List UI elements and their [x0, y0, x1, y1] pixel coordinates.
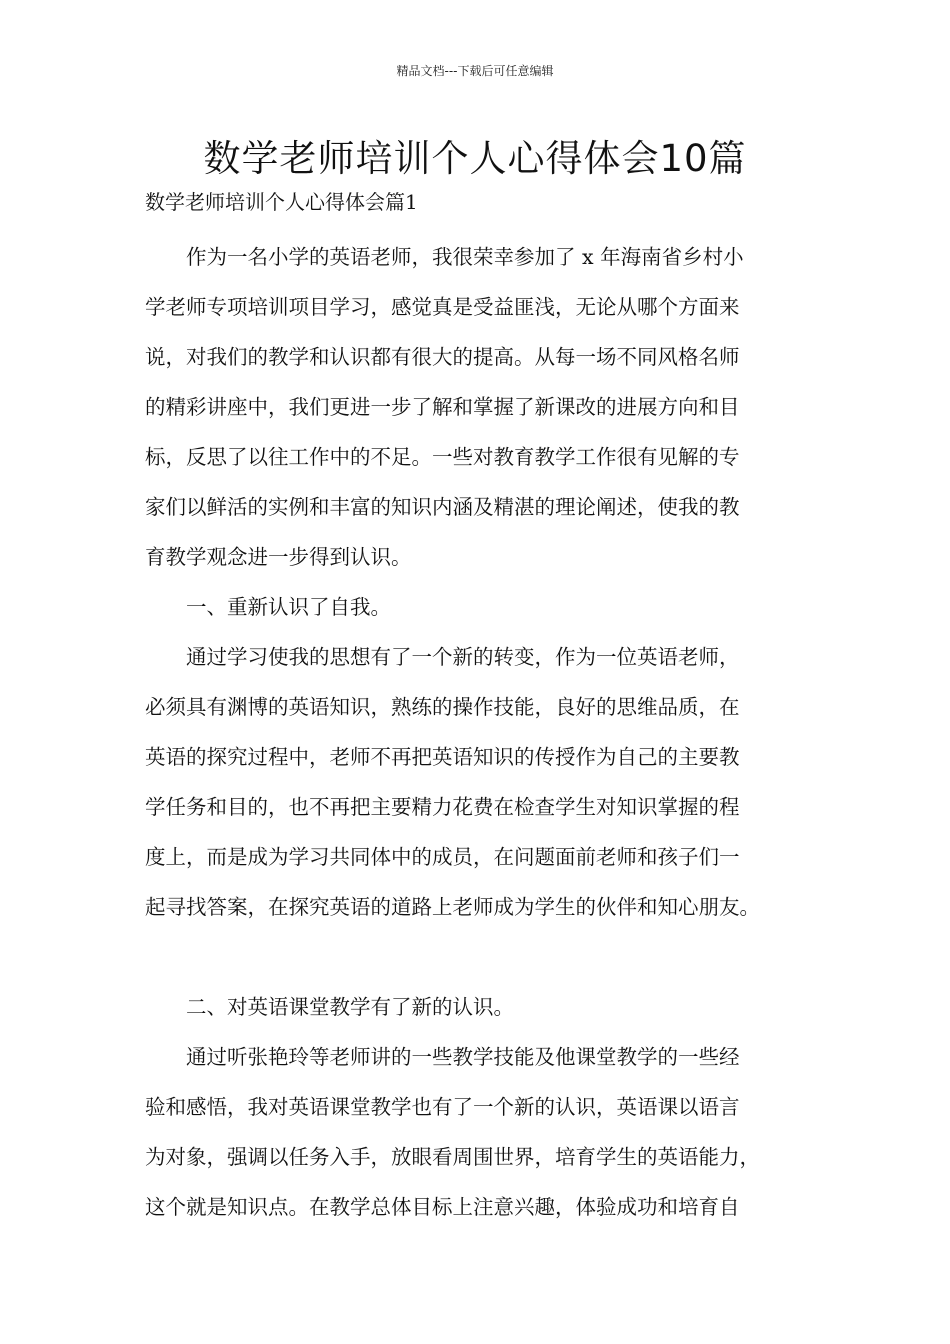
paragraph-spacer [145, 932, 825, 982]
document-body [145, 232, 825, 1232]
paragraph-classroom-teaching: 通过听张艳玲等老师讲的一些教学技能及他课堂教学的一些经 验和感悟，我对英语课堂教学也有了一个新的认识，英语课以语言 为对象，强调以任务入手，放眼看周围世界，培育学生的英语能力， 这个就是知识点。在教学总体目标上注意兴趣，体验成功和培育自 [145, 1045, 760, 1219]
document-title: 数学老师培训个人心得体会10篇 [203, 137, 747, 180]
paragraph-intro: 作为一名小学的英语老师，我很荣幸参加了 x 年海南省乡村小 学老师专项培训项目学习，感觉真是受益匪浅，无论从哪个方面来 说，对我们的教学和认识都有很大的提高。从每一场不同风格名师 的精彩讲座中，我们更进一步了解和掌握了新课改的进展方向和目 标，反思了以往工作中的不足。一些对教育教学工作很有见解的专 家们以鲜活的实例和丰富的知识内涵及精湛的理论阐述，使我的教 育教学观念进一步得到认识。 [145, 245, 744, 569]
subheading-self-awareness: 一、重新认识了自我。 [186, 595, 391, 619]
header-note: 精品文档---下载后可任意编辑 [396, 64, 554, 78]
section-heading: 数学老师培训个人心得体会篇1 [145, 190, 418, 214]
subheading-classroom-teaching: 二、对英语课堂教学有了新的认识。 [186, 995, 514, 1019]
paragraph-self-awareness: 通过学习使我的思想有了一个新的转变，作为一位英语老师， 必须具有渊博的英语知识，熟练的操作技能，良好的思维品质，在 英语的探究过程中，老师不再把英语知识的传授作为自己的主要教 学任务和目的，也不再把主要精力花费在检查学生对知识掌握的程 度上，而是成为学习共同体中的成员，在问题面前老师和孩子们一 起寻找答案，在探究英语的道路上老师成为学生的伙伴和知心朋友。 [145, 645, 760, 919]
